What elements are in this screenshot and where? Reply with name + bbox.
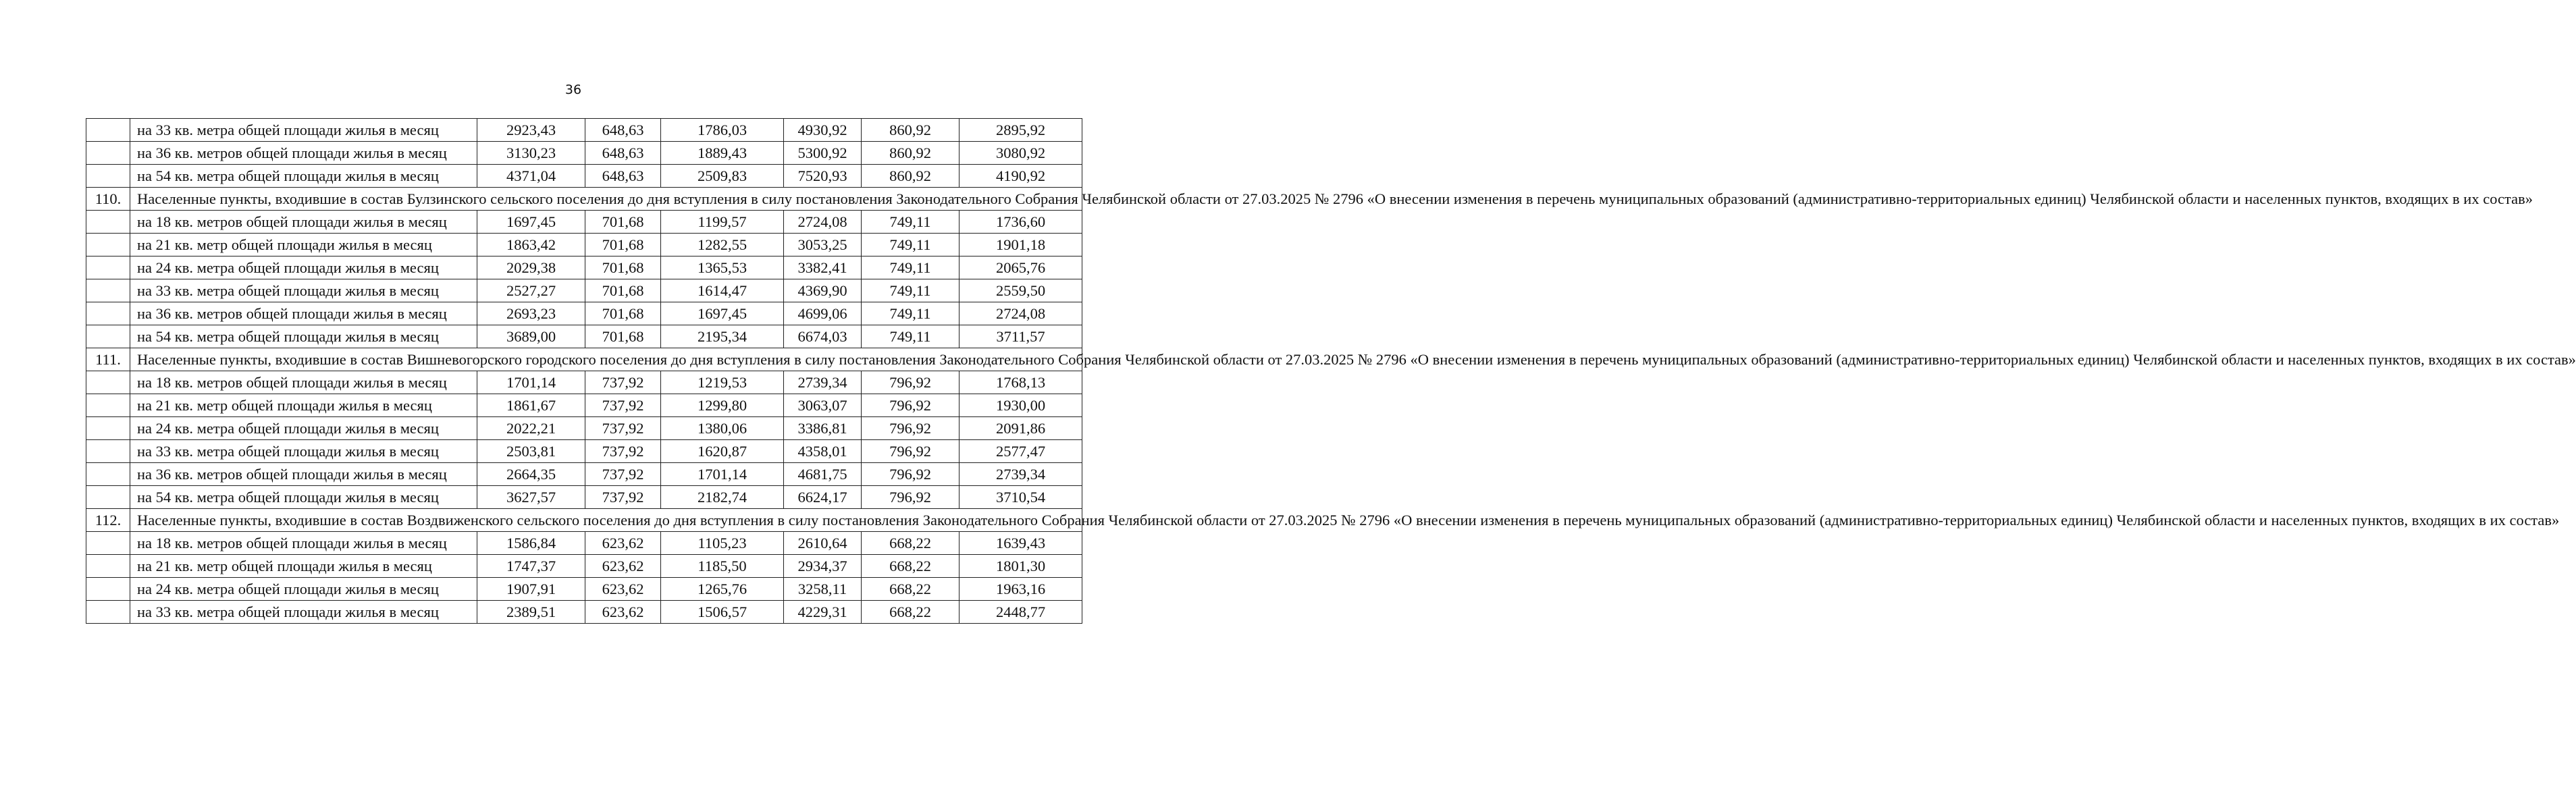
- value-cell: 2065,76: [960, 256, 1082, 279]
- value-cell: 796,92: [862, 440, 960, 463]
- table-row: [86, 119, 1082, 142]
- table-row: [86, 486, 1082, 509]
- value-cell: 2739,34: [960, 463, 1082, 486]
- value-cell: 2739,34: [784, 371, 862, 394]
- value-cell: 668,22: [862, 532, 960, 555]
- table-row: [86, 463, 1082, 486]
- value-cell: 3711,57: [960, 325, 1082, 348]
- value-cell: 1930,00: [960, 394, 1082, 417]
- value-cell: 4369,90: [784, 279, 862, 302]
- value-cell: 1506,57: [661, 601, 784, 624]
- value-cell: 796,92: [862, 394, 960, 417]
- row-number: 110.: [86, 188, 130, 211]
- value-cell: 737,92: [585, 463, 661, 486]
- value-cell: 737,92: [585, 371, 661, 394]
- value-cell: 1639,43: [960, 532, 1082, 555]
- value-cell: 749,11: [862, 325, 960, 348]
- value-cell: 2724,08: [784, 211, 862, 234]
- value-cell: 796,92: [862, 417, 960, 440]
- value-cell: 2724,08: [960, 302, 1082, 325]
- value-cell: 2022,21: [477, 417, 585, 440]
- row-number-empty: [86, 256, 130, 279]
- row-number-empty: [86, 119, 130, 142]
- value-cell: 796,92: [862, 371, 960, 394]
- value-cell: 668,22: [862, 578, 960, 601]
- row-number-empty: [86, 417, 130, 440]
- value-cell: 860,92: [862, 119, 960, 142]
- table-row: [86, 555, 1082, 578]
- value-cell: 701,68: [585, 234, 661, 256]
- value-cell: 1586,84: [477, 532, 585, 555]
- value-cell: 1380,06: [661, 417, 784, 440]
- value-cell: 1697,45: [477, 211, 585, 234]
- row-number-empty: [86, 486, 130, 509]
- row-label: на 24 кв. метра общей площади жилья в месяц: [130, 417, 477, 440]
- value-cell: 2503,81: [477, 440, 585, 463]
- row-number-empty: [86, 234, 130, 256]
- value-cell: 623,62: [585, 555, 661, 578]
- table-row: [86, 325, 1082, 348]
- row-number-empty: [86, 165, 130, 188]
- value-cell: 1889,43: [661, 142, 784, 165]
- table-row: [86, 417, 1082, 440]
- row-label: на 24 кв. метра общей площади жилья в месяц: [130, 256, 477, 279]
- value-cell: 1697,45: [661, 302, 784, 325]
- value-cell: 749,11: [862, 279, 960, 302]
- value-cell: 2923,43: [477, 119, 585, 142]
- row-label: на 21 кв. метр общей площади жилья в месяц: [130, 234, 477, 256]
- value-cell: 737,92: [585, 394, 661, 417]
- value-cell: 2195,34: [661, 325, 784, 348]
- row-label: на 18 кв. метров общей площади жилья в месяц: [130, 371, 477, 394]
- row-number-empty: [86, 555, 130, 578]
- value-cell: 860,92: [862, 142, 960, 165]
- value-cell: 7520,93: [784, 165, 862, 188]
- table-body: [86, 119, 2576, 624]
- row-label: на 24 кв. метра общей площади жилья в месяц: [130, 578, 477, 601]
- value-cell: 2895,92: [960, 119, 1082, 142]
- value-cell: 2693,23: [477, 302, 585, 325]
- value-cell: 2182,74: [661, 486, 784, 509]
- table-row: [86, 394, 1082, 417]
- value-cell: 2389,51: [477, 601, 585, 624]
- row-number: 111.: [86, 348, 130, 371]
- row-number-empty: [86, 440, 130, 463]
- value-cell: 1299,80: [661, 394, 784, 417]
- value-cell: 4229,31: [784, 601, 862, 624]
- table-row: [86, 578, 1082, 601]
- row-label: на 33 кв. метра общей площади жилья в месяц: [130, 440, 477, 463]
- value-cell: 1701,14: [661, 463, 784, 486]
- value-cell: 3258,11: [784, 578, 862, 601]
- value-cell: 2509,83: [661, 165, 784, 188]
- value-cell: 737,92: [585, 417, 661, 440]
- value-cell: 1907,91: [477, 578, 585, 601]
- value-cell: 2448,77: [960, 601, 1082, 624]
- value-cell: 1863,42: [477, 234, 585, 256]
- value-cell: 2559,50: [960, 279, 1082, 302]
- value-cell: 1282,55: [661, 234, 784, 256]
- value-cell: 796,92: [862, 463, 960, 486]
- value-cell: 3627,57: [477, 486, 585, 509]
- value-cell: 1365,53: [661, 256, 784, 279]
- value-cell: 3386,81: [784, 417, 862, 440]
- group-header-row: [86, 188, 1082, 211]
- value-cell: 668,22: [862, 555, 960, 578]
- value-cell: 1747,37: [477, 555, 585, 578]
- value-cell: 4371,04: [477, 165, 585, 188]
- row-number-empty: [86, 302, 130, 325]
- value-cell: 623,62: [585, 601, 661, 624]
- value-cell: 6674,03: [784, 325, 862, 348]
- group-heading: Населенные пункты, входившие в состав Булзинского сельского поселения до дня вступления в силу постановления Законодательного Собрания Челябинской области от 27.03.2025 № 2796 «О внесении изменения в перечень муниципальных образований (административно-территориальных единиц) Челябинской области и населенных пунктов, входящих в их состав»: [130, 188, 1082, 211]
- value-cell: 860,92: [862, 165, 960, 188]
- value-cell: 1901,18: [960, 234, 1082, 256]
- value-cell: 2527,27: [477, 279, 585, 302]
- row-number: 112.: [86, 509, 130, 532]
- row-number-empty: [86, 601, 130, 624]
- value-cell: 3710,54: [960, 486, 1082, 509]
- value-cell: 701,68: [585, 256, 661, 279]
- value-cell: 648,63: [585, 119, 661, 142]
- table-row: [86, 302, 1082, 325]
- value-cell: 749,11: [862, 211, 960, 234]
- row-number-empty: [86, 532, 130, 555]
- row-label: на 54 кв. метра общей площади жилья в месяц: [130, 486, 477, 509]
- row-label: на 21 кв. метр общей площади жилья в месяц: [130, 555, 477, 578]
- table-row: [86, 532, 1082, 555]
- value-cell: 4358,01: [784, 440, 862, 463]
- value-cell: 4190,92: [960, 165, 1082, 188]
- value-cell: 6624,17: [784, 486, 862, 509]
- row-label: на 18 кв. метров общей площади жилья в месяц: [130, 211, 477, 234]
- row-label: на 33 кв. метра общей площади жилья в месяц: [130, 601, 477, 624]
- row-label: на 18 кв. метров общей площади жилья в месяц: [130, 532, 477, 555]
- table-row: [86, 256, 1082, 279]
- row-label: на 33 кв. метра общей площади жилья в месяц: [130, 279, 477, 302]
- table-row: [86, 142, 1082, 165]
- row-number-empty: [86, 371, 130, 394]
- value-cell: 3080,92: [960, 142, 1082, 165]
- value-cell: 3689,00: [477, 325, 585, 348]
- value-cell: 1861,67: [477, 394, 585, 417]
- value-cell: 4699,06: [784, 302, 862, 325]
- value-cell: 701,68: [585, 325, 661, 348]
- row-label: на 36 кв. метров общей площади жилья в месяц: [130, 302, 477, 325]
- table-row: [86, 279, 1082, 302]
- row-number-empty: [86, 394, 130, 417]
- value-cell: 5300,92: [784, 142, 862, 165]
- value-cell: 4681,75: [784, 463, 862, 486]
- value-cell: 1768,13: [960, 371, 1082, 394]
- row-number-empty: [86, 463, 130, 486]
- row-label: на 36 кв. метров общей площади жилья в месяц: [130, 142, 477, 165]
- value-cell: 623,62: [585, 578, 661, 601]
- table-row: [86, 440, 1082, 463]
- value-cell: 3063,07: [784, 394, 862, 417]
- value-cell: 1219,53: [661, 371, 784, 394]
- value-cell: 1801,30: [960, 555, 1082, 578]
- table-row: [86, 211, 1082, 234]
- value-cell: 2664,35: [477, 463, 585, 486]
- group-heading: Населенные пункты, входившие в состав Вишневогорского городского поселения до дня вступления в силу постановления Законодательного Собрания Челябинской области от 27.03.2025 № 2796 «О внесении изменения в перечень муниципальных образований (административно-территориальных единиц) Челябинской области и населенных пунктов, входящих в их состав»: [130, 348, 1082, 371]
- row-number-empty: [86, 211, 130, 234]
- value-cell: 4930,92: [784, 119, 862, 142]
- value-cell: 3130,23: [477, 142, 585, 165]
- row-label: на 54 кв. метра общей площади жилья в месяц: [130, 325, 477, 348]
- value-cell: 623,62: [585, 532, 661, 555]
- table-row: [86, 165, 1082, 188]
- row-label: на 21 кв. метр общей площади жилья в месяц: [130, 394, 477, 417]
- value-cell: 701,68: [585, 279, 661, 302]
- value-cell: 749,11: [862, 302, 960, 325]
- value-cell: 3382,41: [784, 256, 862, 279]
- row-label: на 54 кв. метра общей площади жилья в месяц: [130, 165, 477, 188]
- value-cell: 701,68: [585, 211, 661, 234]
- value-cell: 796,92: [862, 486, 960, 509]
- row-number-empty: [86, 279, 130, 302]
- row-number-empty: [86, 325, 130, 348]
- value-cell: 1105,23: [661, 532, 784, 555]
- value-cell: 1185,50: [661, 555, 784, 578]
- value-cell: 668,22: [862, 601, 960, 624]
- value-cell: 2091,86: [960, 417, 1082, 440]
- value-cell: 2610,64: [784, 532, 862, 555]
- value-cell: 1199,57: [661, 211, 784, 234]
- value-cell: 2934,37: [784, 555, 862, 578]
- row-label: на 33 кв. метра общей площади жилья в месяц: [130, 119, 477, 142]
- table-row: [86, 601, 1082, 624]
- value-cell: 1620,87: [661, 440, 784, 463]
- value-cell: 749,11: [862, 234, 960, 256]
- table-row: [86, 234, 1082, 256]
- group-heading: Населенные пункты, входившие в состав Воздвиженского сельского поселения до дня вступления в силу постановления Законодательного Собрания Челябинской области от 27.03.2025 № 2796 «О внесении изменения в перечень муниципальных образований (административно-территориальных единиц) Челябинской области и населенных пунктов, входящих в их состав»: [130, 509, 1082, 532]
- value-cell: 1614,47: [661, 279, 784, 302]
- table-row: [86, 371, 1082, 394]
- value-cell: 2577,47: [960, 440, 1082, 463]
- value-cell: 737,92: [585, 486, 661, 509]
- value-cell: 1736,60: [960, 211, 1082, 234]
- page-number: 36: [564, 82, 582, 97]
- value-cell: 701,68: [585, 302, 661, 325]
- value-cell: 648,63: [585, 142, 661, 165]
- value-cell: 1701,14: [477, 371, 585, 394]
- group-header-row: [86, 509, 1082, 532]
- row-label: на 36 кв. метров общей площади жилья в месяц: [130, 463, 477, 486]
- value-cell: 648,63: [585, 165, 661, 188]
- value-cell: 1963,16: [960, 578, 1082, 601]
- value-cell: 749,11: [862, 256, 960, 279]
- value-cell: 737,92: [585, 440, 661, 463]
- value-cell: 1786,03: [661, 119, 784, 142]
- value-cell: 3053,25: [784, 234, 862, 256]
- tariff-table: [86, 118, 2576, 624]
- row-number-empty: [86, 578, 130, 601]
- value-cell: 2029,38: [477, 256, 585, 279]
- row-number-empty: [86, 142, 130, 165]
- group-header-row: [86, 348, 1082, 371]
- value-cell: 1265,76: [661, 578, 784, 601]
